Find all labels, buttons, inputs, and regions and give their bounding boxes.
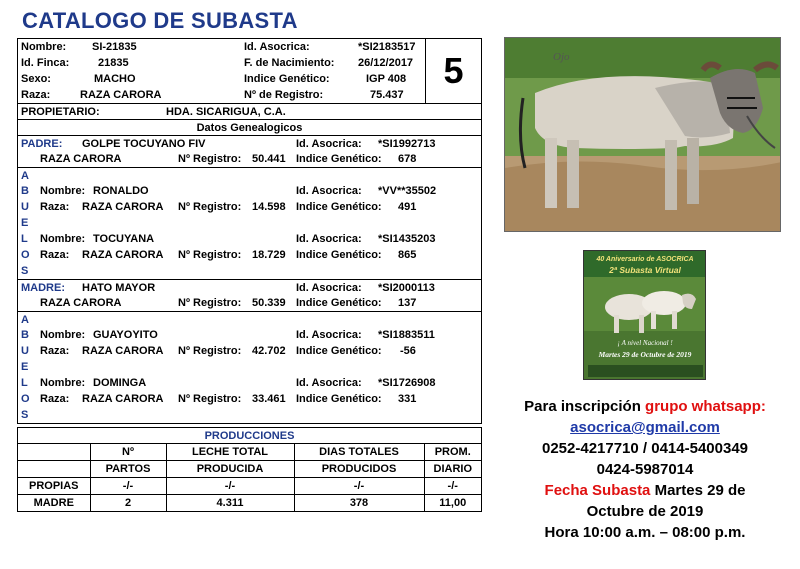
- nombre-label: Nombre:: [40, 329, 86, 341]
- row-partos: 2: [90, 495, 166, 512]
- table-row: [18, 495, 481, 512]
- abuelo-indice: 491: [398, 201, 417, 213]
- abuelos-letter: U: [21, 345, 29, 357]
- animal-card: [17, 38, 482, 424]
- indice-label: Indice Genético:: [296, 249, 382, 261]
- abuelo-materno-raza: RAZA CARORA: [82, 345, 164, 357]
- abuelos-letter: O: [21, 393, 30, 405]
- registro-label: Nº Registro:: [178, 201, 242, 213]
- abuela-registro: 18.729: [252, 249, 286, 261]
- animal-nombre: SI-21835: [92, 41, 137, 53]
- abuelos-letter: L: [21, 233, 28, 245]
- row-prom: -/-: [424, 478, 481, 495]
- id-asocrica-label: Id. Asocrica:: [296, 377, 362, 389]
- id-asocrica-label: Id. Asocrica:: [244, 41, 310, 53]
- poster-line2: 2ª Subasta Virtual: [609, 265, 681, 275]
- id-asocrica-label: Id. Asocrica:: [296, 282, 362, 294]
- table-row: [18, 478, 481, 495]
- registro-label: Nº Registro:: [178, 297, 242, 309]
- madre-raza: RAZA CARORA: [40, 297, 122, 309]
- abuela-id-asocrica: *SI1435203: [378, 233, 436, 245]
- abuelos-letter: S: [21, 409, 29, 421]
- padre-id-asocrica: *SI1992713: [378, 138, 436, 150]
- nombre-label: Nombre:: [21, 41, 67, 53]
- abuelo-nombre: RONALDO: [93, 185, 149, 197]
- id-finca-label: Id. Finca:: [21, 57, 70, 69]
- inscripcion-label: Para inscripción: [524, 398, 641, 415]
- madre-nombre: HATO MAYOR: [82, 282, 156, 294]
- abuelos-letter: U: [21, 201, 29, 213]
- padre-registro: 50.441: [252, 153, 286, 165]
- row-leche: 4.311: [166, 495, 294, 512]
- abuelo-materno-nombre: GUAYOYITO: [93, 329, 158, 341]
- fecha-label: Fecha Subasta: [544, 482, 651, 499]
- whatsapp-group: grupo whatsapp:: [645, 398, 766, 415]
- abuelos-letter: L: [21, 377, 28, 389]
- fecha-nac-label: F. de Nacimiento:: [244, 57, 335, 69]
- col-partos-1: Nº: [90, 444, 166, 461]
- abuelos-letter: A: [21, 170, 29, 182]
- abuela-materna-indice: 331: [398, 393, 417, 405]
- abuela-nombre: TOCUYANA: [93, 233, 155, 245]
- poster-line3: ¡ A nivel Nacional !: [617, 339, 673, 347]
- nombre-label: Nombre:: [40, 377, 86, 389]
- col-leche-2: PRODUCIDA: [166, 461, 294, 478]
- abuelos-letter: B: [21, 185, 29, 197]
- col-dias-1: DIAS TOTALES: [294, 444, 424, 461]
- row-prom: 11,00: [424, 495, 481, 512]
- catalog-title: CATALOGO DE SUBASTA: [22, 8, 298, 33]
- abuelos-letter: O: [21, 249, 30, 261]
- madre-indice: 137: [398, 297, 417, 309]
- animal-id-finca: 21835: [98, 57, 129, 69]
- raza-label: Raza:: [40, 393, 70, 405]
- phone-2: 0424-5987014: [596, 461, 694, 478]
- row-label: MADRE: [18, 495, 90, 512]
- abuelo-materno-registro: 42.702: [252, 345, 286, 357]
- col-prom-1: PROM.: [424, 444, 481, 461]
- propietario-label: PROPIETARIO:: [21, 106, 100, 118]
- col-leche-1: LECHE TOTAL: [166, 444, 294, 461]
- indice-label: Indice Genético:: [296, 393, 382, 405]
- id-asocrica-label: Id. Asocrica:: [296, 185, 362, 197]
- abuela-raza: RAZA CARORA: [82, 249, 164, 261]
- poster-line4: Martes 29 de Octubre de 2019: [598, 350, 692, 359]
- genealogy-header: Datos Genealogicos: [196, 122, 303, 134]
- empty-cell: [18, 444, 90, 461]
- padre-indice: 678: [398, 153, 417, 165]
- raza-label: Raza:: [40, 345, 70, 357]
- padre-nombre: GOLPE TOCUYANO FIV: [82, 138, 206, 150]
- abuelos-letter: E: [21, 217, 29, 229]
- registro-label: Nº de Registro:: [244, 89, 324, 101]
- registro-label: Nº Registro:: [178, 249, 242, 261]
- abuelo-registro: 14.598: [252, 201, 286, 213]
- animal-indice: IGP 408: [366, 73, 407, 85]
- producciones-table: [17, 427, 482, 512]
- abuelo-id-asocrica: *VV**35502: [378, 185, 437, 197]
- row-partos: -/-: [90, 478, 166, 495]
- hora: Hora 10:00 a.m. – 08:00 p.m.: [544, 524, 746, 541]
- indice-label: Indice Genético:: [296, 345, 382, 357]
- bull-illustration: [505, 38, 781, 232]
- padre-label: PADRE:: [21, 138, 63, 150]
- empty-cell: [18, 461, 90, 478]
- abuelo-materno-indice: -56: [400, 345, 416, 357]
- fecha-value-1: Martes 29 de: [654, 482, 746, 499]
- abuela-indice: 865: [398, 249, 417, 261]
- indice-label: Indice Genético:: [296, 153, 382, 165]
- row-dias: 378: [294, 495, 424, 512]
- row-label: PROPIAS: [18, 478, 90, 495]
- madre-label: MADRE:: [21, 282, 65, 294]
- producciones-header: PRODUCCIONES: [18, 428, 481, 444]
- abuela-materna-raza: RAZA CARORA: [82, 393, 164, 405]
- photo-watermark: Ojo: [553, 51, 570, 63]
- animal-id-asocrica: *SI2183517: [358, 41, 416, 53]
- abuelos-letter: S: [21, 265, 29, 277]
- id-asocrica-label: Id. Asocrica:: [296, 233, 362, 245]
- raza-label: Raza:: [40, 249, 70, 261]
- nombre-label: Nombre:: [40, 233, 86, 245]
- sexo-label: Sexo:: [21, 73, 51, 85]
- animal-registro: 75.437: [370, 89, 404, 101]
- abuelo-raza: RAZA CARORA: [82, 201, 164, 213]
- col-partos-2: PARTOS: [90, 461, 166, 478]
- col-dias-2: PRODUCIDOS: [294, 461, 424, 478]
- animal-sexo: MACHO: [94, 73, 136, 85]
- row-leche: -/-: [166, 478, 294, 495]
- row-dias: -/-: [294, 478, 424, 495]
- abuela-materna-registro: 33.461: [252, 393, 286, 405]
- animal-raza: RAZA CARORA: [80, 89, 162, 101]
- registro-label: Nº Registro:: [178, 153, 242, 165]
- id-asocrica-label: Id. Asocrica:: [296, 329, 362, 341]
- abuela-materna-nombre: DOMINGA: [93, 377, 147, 389]
- col-prom-2: DIARIO: [424, 461, 481, 478]
- abuelos-letter: E: [21, 361, 29, 373]
- poster-image: [584, 251, 706, 380]
- indice-label: Indice Genético:: [244, 73, 330, 85]
- id-asocrica-label: Id. Asocrica:: [296, 138, 362, 150]
- registro-label: Nº Registro:: [178, 345, 242, 357]
- nombre-label: Nombre:: [40, 185, 86, 197]
- poster-line1: 40 Aniversario de ASOCRICA: [596, 256, 694, 263]
- madre-registro: 50.339: [252, 297, 286, 309]
- abuelos-letter: A: [21, 314, 29, 326]
- phones: 0252-4217710 / 0414-5400349: [541, 440, 749, 457]
- fecha-value-2: Octubre de 2019: [586, 503, 704, 520]
- abuela-materna-id-asocrica: *SI1726908: [378, 377, 436, 389]
- padre-raza: RAZA CARORA: [40, 153, 122, 165]
- indice-label: Indice Genético:: [296, 201, 382, 213]
- event-poster: [583, 250, 706, 380]
- abuelos-letter: B: [21, 329, 29, 341]
- raza-label: Raza:: [40, 201, 70, 213]
- abuelo-materno-id-asocrica: *SI1883511: [378, 329, 435, 341]
- email-link[interactable]: asocrica@gmail.com: [570, 419, 720, 436]
- indice-label: Indice Genético:: [296, 297, 382, 309]
- madre-id-asocrica: *SI2000113: [378, 282, 435, 294]
- lot-number: 5: [425, 39, 481, 104]
- animal-photo: [504, 37, 781, 232]
- animal-fecha-nac: 26/12/2017: [358, 57, 414, 69]
- contact-info: [505, 396, 785, 543]
- raza-label: Raza:: [21, 89, 51, 101]
- registro-label: Nº Registro:: [178, 393, 242, 405]
- animal-propietario: HDA. SICARIGUA, C.A.: [166, 106, 286, 118]
